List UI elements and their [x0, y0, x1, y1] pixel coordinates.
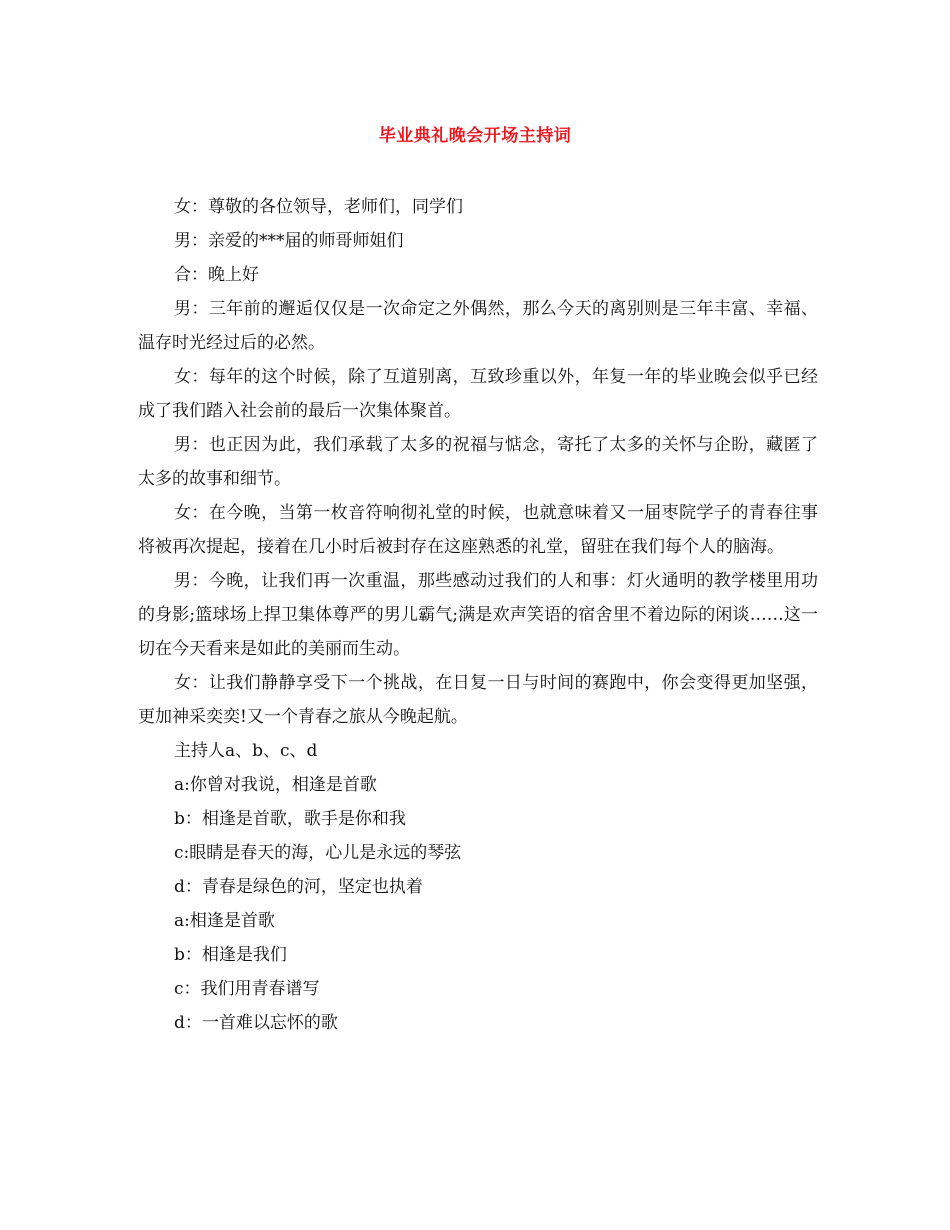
paragraph: 男：今晚，让我们再一次重温，那些感动过我们的人和事：灯火通明的教学楼里用功的身影;篮球场上捍卫集体尊严的男儿霸气;满是欢声笑语的宿舍里不着边际的闲谈……这一切在今天看来是如此的美丽而生动。	[138, 571, 818, 659]
document-title: 毕业典礼晚会开场主持词	[378, 126, 572, 146]
paragraph: 合：晚上好	[174, 265, 259, 285]
paragraph: 主持人a、b、c、d	[174, 741, 318, 761]
paragraph: a:你曾对我说，相逢是首歌	[174, 775, 377, 795]
paragraph: 女：让我们静静享受下一个挑战，在日复一日与时间的赛跑中，你会变得更加坚强，更加神采奕奕!又一个青春之旅从今晚起航。	[138, 673, 818, 727]
paragraph: c：我们用青春谱写	[174, 979, 320, 999]
paragraph: 男：亲爱的***届的师哥师姐们	[174, 231, 404, 251]
document-body	[138, 190, 818, 1040]
paragraph: d：青春是绿色的河，坚定也执着	[174, 877, 423, 897]
paragraph: c:眼睛是春天的海，心儿是永远的琴弦	[174, 843, 462, 863]
paragraph: b：相逢是我们	[174, 945, 287, 965]
paragraph: 女：尊敬的各位领导，老师们，同学们	[174, 197, 463, 217]
paragraph: 女：每年的这个时候，除了互道别离，互致珍重以外，年复一年的毕业晚会似乎已经成了我们踏入社会前的最后一次集体聚首。	[138, 367, 818, 421]
paragraph: 女：在今晚，当第一枚音符响彻礼堂的时候，也就意味着又一届枣院学子的青春往事将被再次提起，接着在几小时后被封存在这座熟悉的礼堂，留驻在我们每个人的脑海。	[138, 503, 818, 557]
paragraph: d：一首难以忘怀的歌	[174, 1013, 338, 1033]
paragraph: b：相逢是首歌，歌手是你和我	[174, 809, 406, 829]
paragraph: 男：也正因为此，我们承载了太多的祝福与惦念，寄托了太多的关怀与企盼，藏匿了太多的故事和细节。	[138, 435, 818, 489]
paragraph: a:相逢是首歌	[174, 911, 275, 931]
paragraph: 男：三年前的邂逅仅仅是一次命定之外偶然，那么今天的离别则是三年丰富、幸福、温存时光经过后的必然。	[138, 299, 818, 353]
